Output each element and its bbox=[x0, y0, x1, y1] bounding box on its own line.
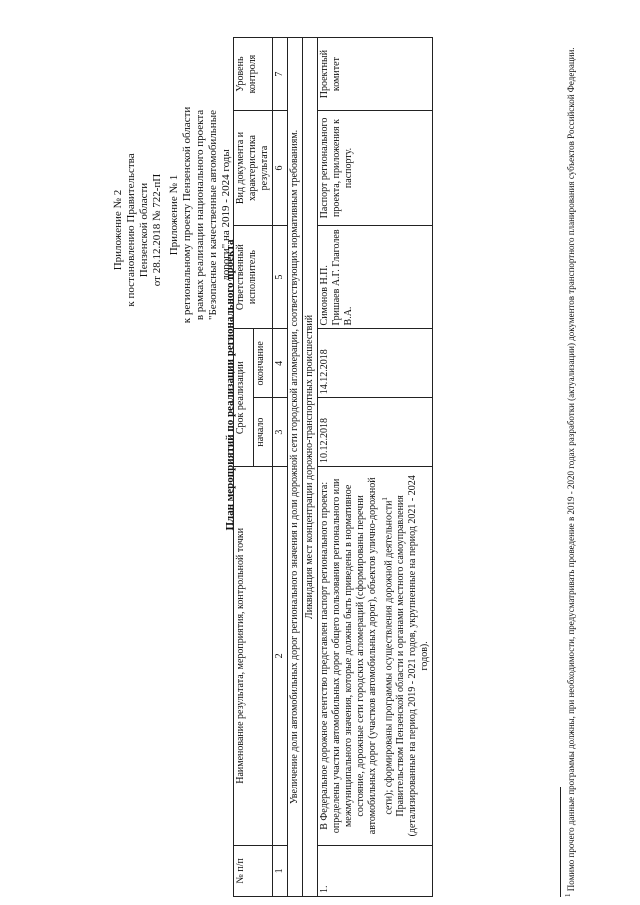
section-row-1 bbox=[288, 38, 303, 897]
appendix-1-line2: к региональному проекту Пензенской области bbox=[181, 106, 193, 324]
row-1-control: Проектный комитет bbox=[318, 38, 433, 111]
row-1-start: 10.12.2018 bbox=[318, 398, 433, 467]
header-end: окончание bbox=[253, 329, 273, 398]
row-1-description bbox=[318, 466, 433, 845]
header-start: начало bbox=[253, 398, 273, 467]
row-1-responsible: Симонов Н.П. Гришаев А.Г. Глаголев В.А. bbox=[318, 225, 433, 329]
row-1-document: Паспорт регионального проекта, приложения к паспорту. bbox=[318, 111, 433, 226]
header-responsible: Ответственный исполнитель bbox=[234, 225, 273, 329]
appendix-1-line1: Приложение № 1 bbox=[168, 174, 180, 256]
footnote-separator bbox=[560, 787, 561, 897]
appendix-2-block bbox=[112, 115, 164, 345]
row-1-num: 1. bbox=[318, 845, 433, 896]
appendix-1-line4: "Безопасные и качественные автомобильные bbox=[207, 110, 219, 320]
table-row bbox=[318, 38, 433, 897]
section-heading-2: Ликвидация мест концентрации дорожно-транспортных происшествий bbox=[303, 38, 318, 897]
plan-title: План мероприятий по реализации регионального проекта bbox=[224, 239, 236, 531]
footnote bbox=[563, 37, 577, 897]
header-row bbox=[234, 38, 254, 897]
appendix-1-line3: в рамках реализации национального проекта bbox=[194, 109, 206, 321]
row-1-text-after: Правительством Пензенской области и органами местного самоуправления (детализированные на период 2019 - 2021 годов, укрупненные на период 2021 - 2024 годов). bbox=[395, 475, 431, 837]
appendix-2-line4: от 28.12.2018 № 722-пП bbox=[151, 173, 163, 287]
header-name: Наименование результата, мероприятия, контрольной точки bbox=[234, 466, 273, 845]
footnote-ref-mark: 1 bbox=[381, 497, 389, 501]
row-1-end: 14.12.2018 bbox=[318, 329, 433, 398]
section-heading-1: Увеличение доли автомобильных дорог регионального значения и доли дорожной сети городской агломерации, соответствующих нормативным требованиям. bbox=[288, 38, 303, 897]
header-control: Уровень контроля bbox=[234, 38, 273, 111]
appendix-2-line2: к постановлению Правительства bbox=[125, 153, 137, 307]
header-num: № п/п bbox=[234, 845, 273, 896]
col-number-5: 5 bbox=[273, 225, 288, 329]
appendix-2-line1: Приложение № 2 bbox=[112, 189, 124, 271]
col-number-7: 7 bbox=[273, 38, 288, 111]
row-1-text-before: В Федеральное дорожное агентство представлен паспорт регионального проекта: определены участки автомобильных дорог общего пользования регионального или межмуниципального значения, которые должны быть приведены в нормативное состояние, дорожные сети городских агломераций (сформированы перечни автомобильных дорог (участков автомобильных дорог), объектов улично-дорожной сети); сформированы программы осуществления дорожной деятельности bbox=[319, 477, 395, 835]
col-number-4: 4 bbox=[273, 329, 288, 398]
plan-table bbox=[233, 37, 433, 897]
section-row-2 bbox=[303, 38, 318, 897]
appendix-1-line5: дороги" на 2019 - 2024 годы bbox=[220, 149, 232, 281]
header-doc: Вид документа и характеристика результата bbox=[234, 111, 273, 226]
col-number-3: 3 bbox=[273, 398, 288, 467]
col-number-6: 6 bbox=[273, 111, 288, 226]
col-number-2: 2 bbox=[273, 466, 288, 845]
appendix-2-line3: Пензенской области bbox=[138, 182, 150, 278]
footnote-text: Помимо прочего данные программы должны, при необходимости, предусматривать проведение в 2019 - 2020 годах разработки (актуализации) документов транспортного планирования субъектов Российской Федерации. bbox=[566, 47, 576, 894]
header-term: Срок реализации bbox=[234, 329, 254, 467]
footnote-mark: 1 bbox=[564, 893, 572, 897]
column-number-row bbox=[273, 38, 288, 897]
col-number-1: 1 bbox=[273, 845, 288, 896]
